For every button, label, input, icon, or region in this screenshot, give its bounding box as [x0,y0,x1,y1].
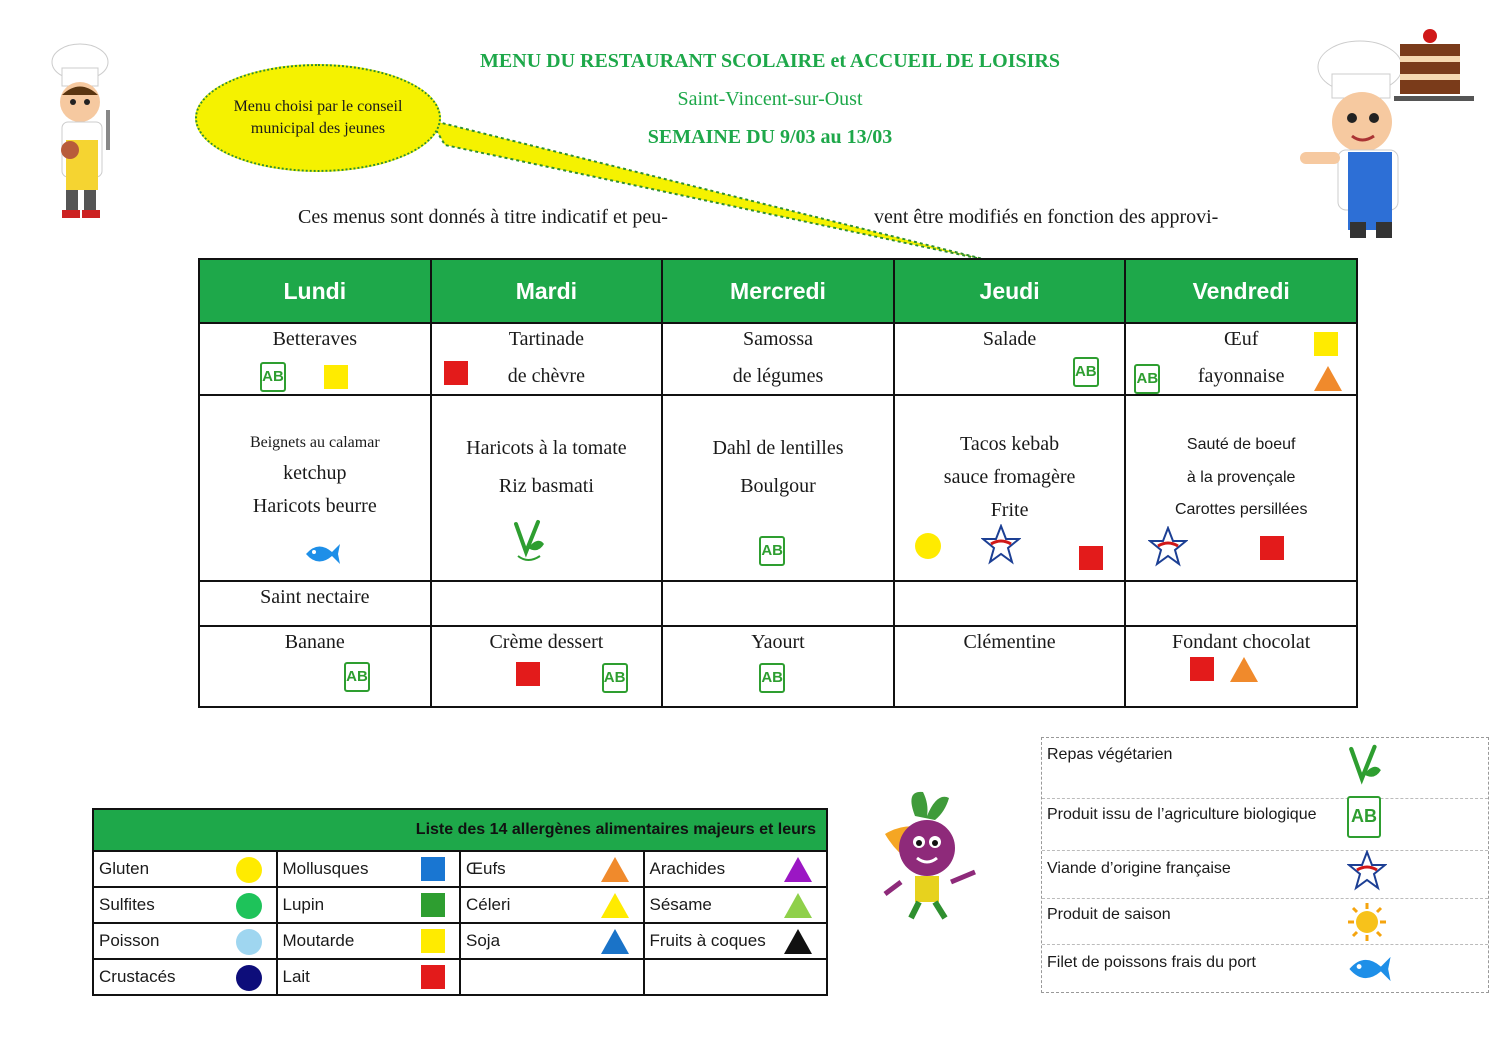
milk-allergen-icon [1079,546,1103,570]
speech-bubble [195,64,441,172]
mustard-allergen-icon [1314,332,1338,356]
legend-item [1042,898,1488,945]
day-header: Lundi [199,259,431,323]
molluscs-allergen-icon [421,857,445,881]
note-left: Ces menus sont donnés à titre indicatif et peu- [298,206,668,228]
note-right: vent être modifiés en fonction des approvi- [874,206,1219,228]
dish-line: Tartinade [508,328,584,350]
weekly-menu-table [198,258,1358,708]
allergen-label: Poisson [99,931,160,950]
menu-cell [199,323,431,395]
fish-icon [1347,952,1393,986]
dish-line: Frite [990,499,1029,521]
french-beef-icon [1148,526,1188,570]
allergens-row [93,887,827,923]
allergens-title: Liste des 14 allergènes alimentaires majeurs et leurs [93,809,827,851]
menu-cell [662,395,894,581]
bubble-pointer [420,110,1000,270]
allergens-table [92,808,828,996]
menu-cell [894,581,1126,626]
allergen-cell [644,851,828,887]
allergen-label: Moutarde [282,931,355,950]
allergens-header-row [93,809,827,851]
allergen-cell [460,959,644,995]
organic-ab-icon: AB [1134,364,1160,394]
allergen-cell [460,887,644,923]
fish-icon [304,540,342,568]
dish-line: Salade [982,328,1037,350]
organic-ab-icon: AB [344,662,370,692]
dish-line: Boulgour [740,475,816,497]
chef-right-illustration [1290,22,1480,242]
legend-label: Produit de saison [1047,906,1171,923]
menu-title: MENU DU RESTAURANT SCOLAIRE et ACCUEIL DE LOISIRS [480,50,1060,72]
dish-line: Samossa [742,328,813,350]
dish-line: Banane [284,631,345,653]
dish-line: Haricots à la tomate [466,437,627,459]
allergen-cell [460,923,644,959]
allergen-cell [93,959,277,995]
sun-icon [1347,902,1387,942]
allergen-label: Crustacés [99,967,176,986]
gluten-allergen-icon [915,533,941,559]
mustard-allergen-icon [421,929,445,953]
allergen-cell [277,923,461,959]
menu-cell [1125,395,1357,581]
dish-line: Saint nectaire [260,586,370,608]
legend-item [1042,850,1488,899]
dish-line: Œuf [1223,328,1259,350]
icon-legend [1041,737,1489,993]
legend-label: Produit issu de l’agriculture biologique [1047,806,1317,823]
dish-line: de légumes [732,365,824,387]
dish-line: Haricots beurre [252,495,377,517]
french-beef-icon [981,524,1021,568]
menu-cell [199,395,431,581]
allergens-row [93,959,827,995]
menu-cell [662,581,894,626]
nuts-allergen-icon [784,929,812,954]
dish-line: Beignets au calamar [249,434,380,451]
menu-cell [894,395,1126,581]
legend-label: Filet de poissons frais du port [1047,954,1256,971]
menu-cell [199,626,431,707]
menu-cell [894,626,1126,707]
organic-ab-icon: AB [602,663,628,693]
dish-line: Riz basmati [498,475,594,497]
bubble-text: Menu choisi par le conseil municipal des jeunes [233,98,403,137]
allergen-label: Mollusques [282,859,369,878]
menu-cell [431,395,663,581]
allergen-cell [93,851,277,887]
menu-cell [1125,626,1357,707]
dish-line: fayonnaise [1197,365,1285,387]
eggs-allergen-icon [601,857,629,882]
legend-label: Viande d’origine française [1047,860,1231,877]
dish-line: sauce fromagère [943,466,1076,488]
organic-ab-icon: AB [1347,796,1381,838]
main-row [199,395,1357,581]
dish-line: Carottes persillées [1174,501,1308,518]
allergens-row [93,923,827,959]
allergen-label: Œufs [466,859,506,878]
chef-left-illustration [40,40,130,222]
menu-cell [662,323,894,395]
celery-allergen-icon [601,893,629,918]
allergen-cell [277,959,461,995]
week-label: SEMAINE DU 9/03 au 13/03 [647,126,893,148]
crustaceans-allergen-icon [236,965,262,991]
allergen-label: Lait [282,967,310,986]
organic-ab-icon: AB [759,663,785,693]
menu-cell [1125,323,1357,395]
menu-cell [431,626,663,707]
organic-ab-icon: AB [759,536,785,566]
dish-line: Yaourt [751,631,805,653]
legend-item [1042,944,1488,994]
menu-cell [431,323,663,395]
allergen-cell [93,923,277,959]
allergen-cell [93,887,277,923]
cheese-row [199,581,1357,626]
allergen-label: Fruits à coques [649,931,766,950]
allergen-cell [644,887,828,923]
allergen-label: Arachides [649,859,726,878]
soy-allergen-icon [601,929,629,954]
milk-allergen-icon [1260,536,1284,560]
organic-ab-icon: AB [260,362,286,392]
milk-allergen-icon [516,662,540,686]
town-name: Saint-Vincent-sur-Oust [677,88,863,110]
fish-allergen-icon [236,929,262,955]
eggs-allergen-icon [1314,366,1342,391]
beetroot-mascot-illustration [875,786,985,922]
allergen-label: Sésame [649,895,712,914]
day-header: Mercredi [662,259,894,323]
organic-ab-icon: AB [1073,357,1099,387]
menu-cell [894,323,1126,395]
dessert-row [199,626,1357,707]
legend-label: Repas végétarien [1047,746,1173,763]
peanuts-allergen-icon [784,857,812,882]
dish-line: Tacos kebab [960,433,1060,455]
mustard-allergen-icon [324,365,348,389]
dish-line: Clémentine [963,631,1056,653]
dish-line: de chèvre [507,365,585,387]
legend-item [1042,798,1488,851]
day-header-row [199,259,1357,323]
dish-line: Sauté de boeuf [1186,436,1296,453]
menu-cell [431,581,663,626]
day-header: Jeudi [894,259,1126,323]
dish-line: Crème dessert [489,631,604,653]
dish-line: ketchup [283,462,347,484]
menu-cell [662,626,894,707]
allergen-label: Soja [466,931,501,950]
sulphites-allergen-icon [236,893,262,919]
allergen-label: Lupin [282,895,325,914]
allergen-cell [460,851,644,887]
milk-allergen-icon [1190,657,1214,681]
milk-allergen-icon [444,361,468,385]
dish-line: à la provençale [1186,469,1296,486]
dish-line: Fondant chocolat [1172,631,1311,653]
vegetarian-icon [1347,742,1383,792]
allergen-label: Gluten [99,859,150,878]
allergen-cell [644,923,828,959]
milk-allergen-icon [421,965,445,989]
eggs-allergen-icon [1230,657,1258,682]
day-header: Mardi [431,259,663,323]
legend-item [1042,738,1488,799]
sesame-allergen-icon [784,893,812,918]
gluten-allergen-icon [236,857,262,883]
dish-line: Betteraves [272,328,357,350]
allergen-cell [277,851,461,887]
allergen-label: Céleri [466,895,511,914]
dish-line: Dahl de lentilles [712,437,844,459]
allergen-cell [277,887,461,923]
allergen-label: Sulfites [99,895,155,914]
menu-cell [1125,581,1357,626]
vegetarian-icon [512,518,546,564]
starter-row [199,323,1357,395]
french-beef-icon [1347,850,1387,894]
allergens-row [93,851,827,887]
menu-cell [199,581,431,626]
lupin-allergen-icon [421,893,445,917]
allergen-cell [644,959,828,995]
day-header: Vendredi [1125,259,1357,323]
